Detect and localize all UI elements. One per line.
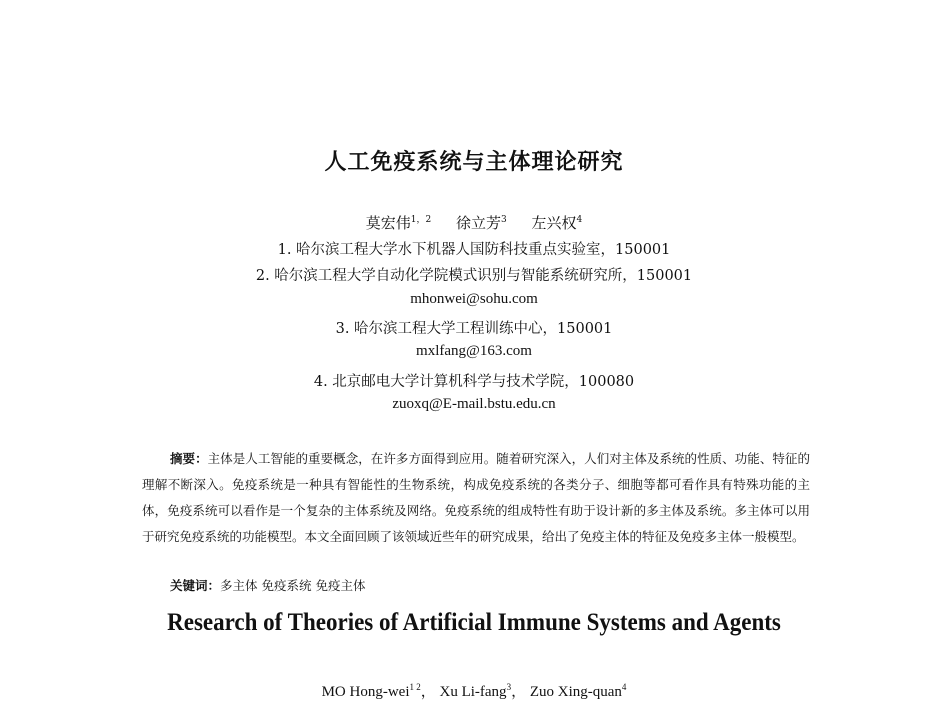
paper-title-english: Research of Theories of Artificial Immune Systems and Agents xyxy=(167,609,781,636)
author-name: Zuo Xing-quan xyxy=(529,684,622,700)
affiliation-email: mhonwei@sohu.com xyxy=(410,291,538,307)
keywords-text: 多主体 免疫系统 免疫主体 xyxy=(220,578,366,593)
author xyxy=(532,214,583,232)
affiliation-line: 4. 北京邮电大学计算机科学与技术学院，100080 xyxy=(313,374,635,390)
author-separator: ， xyxy=(420,684,436,700)
author-name: 左兴权 xyxy=(531,214,577,232)
author-name: 徐立芳 xyxy=(455,214,501,232)
affiliation-line: 2. 哈尔滨工程大学自动化学院模式识别与智能系统研究所，150001 xyxy=(255,268,693,284)
author xyxy=(456,214,507,232)
author-affiliation-mark: 3 xyxy=(501,215,507,225)
abstract-text: 主体是人工智能的重要概念，在许多方面得到应用。随着研究深入，人们对主体及系统的性质、功能、特征的理解不断深入。免疫系统是一种具有智能性的生物系统，构成免疫系统的各类分子、细胞等都可看作具有特殊功能的主体，免疫系统可以看作是一个复杂的主体系统及网络。免疫系统的组成特性有助于设计新的多主体及系统。多主体可以用于研究免疫系统的功能模型。本文全面回顾了该领域近些年的研究成果，给出了免疫主体的特征及免疫多主体一般模型。 xyxy=(142,451,810,544)
author-name: MO Hong-wei xyxy=(321,684,410,700)
author-affiliation-mark: 1 2 xyxy=(409,682,421,692)
author-affiliation-mark: 1，2 xyxy=(410,215,432,225)
author-list-chinese xyxy=(0,212,948,233)
paper-title-chinese: 人工免疫系统与主体理论研究 xyxy=(324,150,624,175)
author-affiliation-mark: 3 xyxy=(506,682,512,692)
author-separator: ， xyxy=(511,684,527,700)
affiliation-email: mxlfang@163.com xyxy=(416,343,532,359)
author-list-english xyxy=(0,680,948,701)
author-name: 莫宏伟 xyxy=(365,214,411,232)
author-affiliation-mark: 4 xyxy=(576,215,583,225)
abstract xyxy=(142,446,810,550)
abstract-label: 摘要： xyxy=(170,451,208,466)
affiliation-line: 3. 哈尔滨工程大学工程训练中心，150001 xyxy=(335,321,613,337)
affiliation-line: 1. 哈尔滨工程大学水下机器人国防科技重点实验室，150001 xyxy=(277,242,671,258)
author xyxy=(366,214,431,232)
keywords-label: 关键词： xyxy=(170,578,221,593)
author-affiliation-mark: 4 xyxy=(621,682,627,692)
keywords xyxy=(170,576,365,594)
author-name: Xu Li-fang xyxy=(439,684,507,700)
affiliation-email: zuoxq@E-mail.bstu.edu.cn xyxy=(392,396,556,412)
